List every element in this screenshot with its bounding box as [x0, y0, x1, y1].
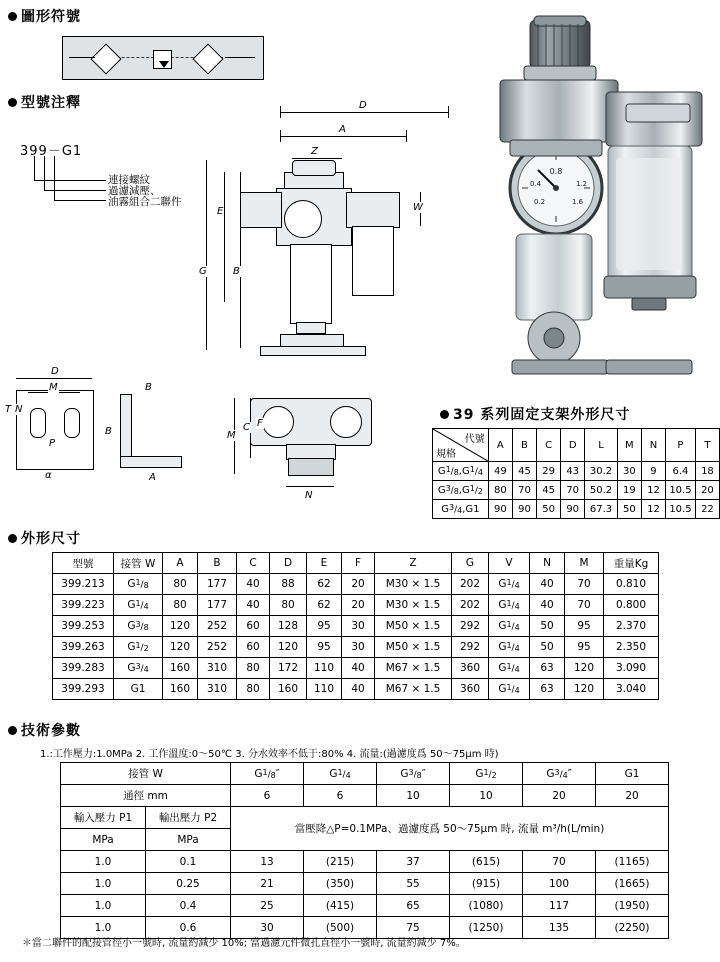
cell-p1: 1.0	[61, 917, 146, 939]
bracket-col-T: T	[695, 429, 719, 462]
cell: 202	[452, 595, 489, 616]
bracket-corner-bottom: 規格	[436, 449, 456, 460]
bracket-corner-cell	[433, 429, 489, 462]
cell: M50 × 1.5	[375, 637, 452, 658]
cell: 399.263	[53, 637, 114, 658]
adjust-knob	[292, 160, 336, 176]
cell: 110	[307, 679, 342, 700]
cell: (615)	[450, 851, 523, 873]
filter-body	[240, 192, 282, 228]
dim-label-G: G	[199, 266, 207, 277]
cell: (915)	[450, 873, 523, 895]
model-note-0: 連接螺紋	[108, 174, 150, 186]
base-plate	[260, 346, 366, 356]
cell-pipe: $G^3/_8$	[114, 616, 163, 637]
filter-symbol-icon	[90, 43, 121, 74]
cell: 6	[304, 785, 377, 807]
cell: 120	[163, 616, 198, 637]
pipe-G34: $G^3/_4''$	[523, 763, 596, 785]
cell: 40	[237, 595, 270, 616]
cell-v: $G^1/_4$	[489, 574, 530, 595]
leader-line	[44, 156, 45, 190]
cell: 70	[523, 851, 596, 873]
bracket-col-C: C	[537, 429, 561, 462]
table-row	[61, 785, 669, 807]
tech-parameter-table	[60, 762, 669, 939]
cell: 399.223	[53, 595, 114, 616]
cell: 2.370	[604, 616, 659, 637]
cell: 65	[377, 895, 450, 917]
cell: 399.283	[53, 658, 114, 679]
cell: 399.293	[53, 679, 114, 700]
cell: 0.810	[604, 574, 659, 595]
cell: 25	[231, 895, 304, 917]
cell-p1: 1.0	[61, 873, 146, 895]
cell: 177	[198, 595, 237, 616]
cell: 12	[641, 481, 665, 500]
cell-pipe: $G^1/_2$	[114, 637, 163, 658]
cell: 20	[695, 481, 719, 500]
cell: 110	[307, 658, 342, 679]
cell: 6.4	[666, 462, 696, 481]
cell: 120	[163, 637, 198, 658]
cell: 20	[342, 595, 375, 616]
cell: 67.3	[585, 500, 618, 519]
bullet-icon	[440, 410, 449, 419]
col-F: F	[342, 553, 375, 574]
col-weight: 重量Kg	[604, 553, 659, 574]
cell: 50	[537, 500, 561, 519]
bracket-col-D: D	[561, 429, 585, 462]
leader-line	[54, 156, 55, 200]
flow-condition-header: 當壓降△P=0.1MPa、過濾度爲 50～75μm 時, 流量 m³/h(L/min)	[231, 807, 669, 851]
dim-label-M: M	[227, 430, 236, 441]
cell: 117	[523, 895, 596, 917]
bracket-slot	[64, 408, 80, 438]
cell: 90	[512, 500, 536, 519]
assembly-drawing-front	[180, 96, 480, 396]
cell: 80	[270, 595, 307, 616]
unit-mpa-out: MPa	[146, 829, 231, 851]
table-row	[61, 851, 669, 873]
lubricator-body	[346, 192, 400, 228]
col-V: V	[489, 553, 530, 574]
table-header-row	[61, 763, 669, 785]
table-header-row	[433, 429, 720, 462]
cell: 30	[342, 637, 375, 658]
cell: 55	[377, 873, 450, 895]
cell: 60	[237, 637, 270, 658]
cell: 95	[565, 616, 604, 637]
drain-valve	[296, 322, 326, 334]
table-row	[433, 481, 720, 500]
cell-p2: 0.6	[146, 917, 231, 939]
cell: 0.800	[604, 595, 659, 616]
svg-text:1.6: 1.6	[572, 198, 584, 206]
cell: 88	[270, 574, 307, 595]
cell: (350)	[304, 873, 377, 895]
cell: 80	[237, 679, 270, 700]
cell: (500)	[304, 917, 377, 939]
section-title-tech: 技術參數	[21, 723, 81, 739]
row-header-bore: 通徑 mm	[61, 785, 231, 807]
cell: 128	[270, 616, 307, 637]
bullet-icon	[8, 98, 17, 107]
col-model: 型號	[53, 553, 114, 574]
bracket-col-N: N	[641, 429, 665, 462]
cell: 50	[617, 500, 641, 519]
cell: 6	[231, 785, 304, 807]
col-D: D	[270, 553, 307, 574]
section-heading-model	[8, 92, 81, 112]
cell: 80	[163, 574, 198, 595]
cell: 62	[307, 595, 342, 616]
bracket-col-A: A	[488, 429, 512, 462]
col-N: N	[530, 553, 565, 574]
cell: 50	[530, 616, 565, 637]
col-A: A	[163, 553, 198, 574]
cell: 80	[163, 595, 198, 616]
cell: 310	[198, 679, 237, 700]
cell: (215)	[304, 851, 377, 873]
product-photo-svg	[486, 8, 714, 393]
cell: 22	[695, 500, 719, 519]
dim-label-B: B	[233, 266, 240, 277]
dim-label-T: T	[5, 404, 12, 415]
cell-pipe: G1	[114, 679, 163, 700]
svg-text:0.8: 0.8	[549, 167, 563, 176]
cell: 80	[237, 658, 270, 679]
cell: M67 × 1.5	[375, 658, 452, 679]
bracket-corner-top: 代號	[464, 434, 485, 445]
cell: 360	[452, 658, 489, 679]
cell: 30	[231, 917, 304, 939]
dim-label-D: D	[359, 100, 367, 111]
dim-label-N: N	[15, 404, 23, 415]
model-note-1: 過濾減壓、	[108, 185, 161, 197]
cell: 120	[270, 637, 307, 658]
cell: 63	[530, 679, 565, 700]
dim-label-E: E	[217, 206, 224, 217]
bracket-dimension-table	[432, 428, 720, 519]
section-title-bracket: 39 系列固定支架外形尺寸	[453, 407, 631, 423]
outline-dimension-table	[52, 552, 659, 700]
cell: (1080)	[450, 895, 523, 917]
dim-label-N: N	[305, 490, 313, 501]
cell: 40	[530, 595, 565, 616]
cell: 10	[450, 785, 523, 807]
cell: 30	[617, 462, 641, 481]
cell: 360	[452, 679, 489, 700]
label-output-pressure: 輸出壓力 P2	[146, 807, 231, 829]
table-row	[53, 616, 659, 637]
cell: 160	[163, 658, 198, 679]
cell-p2: 0.4	[146, 895, 231, 917]
cell: 120	[565, 658, 604, 679]
bracket-spec: $G^3/_4,G1$	[433, 500, 489, 519]
footnote: ＊當二聯件的配接管徑小一號時, 流量約減少 10%; 當過濾元件微孔直徑小一號時, 流量約減少 7%。	[22, 938, 466, 949]
cell: 62	[307, 574, 342, 595]
cell-p2: 0.25	[146, 873, 231, 895]
cell: 37	[377, 851, 450, 873]
cell: 399.213	[53, 574, 114, 595]
col-B: B	[198, 553, 237, 574]
cell: 90	[561, 500, 585, 519]
bracket-spec: $G^1/_8,G^1/_4$	[433, 462, 489, 481]
cell: 202	[452, 574, 489, 595]
col-E: E	[307, 553, 342, 574]
dim-label-Z: Z	[311, 146, 318, 157]
cell: 172	[270, 658, 307, 679]
cell: 40	[342, 679, 375, 700]
cell-v: $G^1/_4$	[489, 679, 530, 700]
dim-label-C: B	[145, 382, 152, 393]
label-input-pressure: 輸入壓力 P1	[61, 807, 146, 829]
cell: 70	[565, 574, 604, 595]
row-header-pipe: 接管 W	[61, 763, 231, 785]
cell: 95	[307, 637, 342, 658]
cell: M30 × 1.5	[375, 574, 452, 595]
model-note-2: 油霧組合二聯件	[108, 196, 182, 208]
pipe-G1: G1	[596, 763, 669, 785]
cell: 70	[512, 481, 536, 500]
cell: (415)	[304, 895, 377, 917]
pipe-G38: $G^3/_8''$	[377, 763, 450, 785]
section-title-outline: 外形尺寸	[21, 531, 81, 547]
col-C: C	[237, 553, 270, 574]
bullet-icon	[8, 534, 17, 543]
cell: 40	[237, 574, 270, 595]
table-row	[61, 895, 669, 917]
cell: 310	[198, 658, 237, 679]
section-title-symbol: 圖形符號	[21, 9, 81, 25]
cell-p1: 1.0	[61, 895, 146, 917]
pipe-G14: $G^1/_4$	[304, 763, 377, 785]
cell: 90	[488, 500, 512, 519]
table-row	[53, 595, 659, 616]
cell: 19	[617, 481, 641, 500]
cell: 13	[231, 851, 304, 873]
dim-label-W: W	[413, 202, 423, 213]
dim-label-A: A	[339, 124, 346, 135]
cell: 20	[342, 574, 375, 595]
dim-label-D: D	[51, 366, 59, 377]
cell: 3.040	[604, 679, 659, 700]
cell: 60	[237, 616, 270, 637]
table-row	[53, 679, 659, 700]
symbol-diagram	[62, 36, 264, 80]
cell: M50 × 1.5	[375, 616, 452, 637]
col-Z: Z	[375, 553, 452, 574]
cell: 29	[537, 462, 561, 481]
cell: 12	[641, 500, 665, 519]
cell: 21	[231, 873, 304, 895]
cell: 160	[270, 679, 307, 700]
section-heading-symbol	[8, 6, 81, 26]
cell: 252	[198, 637, 237, 658]
bracket-plate-front	[16, 390, 94, 470]
cell: 75	[377, 917, 450, 939]
section-heading-bracket	[440, 404, 630, 424]
cell: (1950)	[596, 895, 669, 917]
cell: 10.5	[666, 500, 696, 519]
unit-mpa-in: MPa	[61, 829, 146, 851]
cell: 95	[307, 616, 342, 637]
cell: 20	[596, 785, 669, 807]
dim-label-F: F	[257, 418, 263, 429]
bracket-col-P: P	[666, 429, 696, 462]
cell: 95	[565, 637, 604, 658]
bracket-side-horizontal	[120, 456, 182, 468]
cell-v: $G^1/_4$	[489, 637, 530, 658]
bracket-col-M: M	[617, 429, 641, 462]
cell: 50	[530, 637, 565, 658]
cell: (1165)	[596, 851, 669, 873]
bullet-icon	[8, 726, 17, 735]
table-row	[53, 574, 659, 595]
cell: 43	[561, 462, 585, 481]
cell: 10	[377, 785, 450, 807]
cell: 40	[342, 658, 375, 679]
plan-port-left	[262, 406, 294, 438]
cell-pipe: $G^3/_4$	[114, 658, 163, 679]
cell: 292	[452, 637, 489, 658]
cell: 30	[342, 616, 375, 637]
bracket-col-B: B	[512, 429, 536, 462]
cell: 9	[641, 462, 665, 481]
leader-line	[34, 156, 35, 180]
svg-text:1.2: 1.2	[576, 180, 588, 188]
cell: 63	[530, 658, 565, 679]
section-title-model: 型號注釋	[21, 95, 81, 111]
table-row	[433, 500, 720, 519]
table-header-row	[53, 553, 659, 574]
plan-port-right	[330, 406, 362, 438]
cell: 18	[695, 462, 719, 481]
cell: 177	[198, 574, 237, 595]
cell-p1: 1.0	[61, 851, 146, 873]
section-heading-tech	[8, 720, 81, 740]
table-row	[53, 658, 659, 679]
cell: 399.253	[53, 616, 114, 637]
cell-v: $G^1/_4$	[489, 616, 530, 637]
bracket-col-L: L	[585, 429, 618, 462]
cell-pipe: $G^1/_8$	[114, 574, 163, 595]
cell: 30.2	[585, 462, 618, 481]
cell: (1665)	[596, 873, 669, 895]
lubricator-symbol-icon	[192, 43, 223, 74]
cell: 100	[523, 873, 596, 895]
svg-text:0.4: 0.4	[530, 180, 542, 188]
cell: 50.2	[585, 481, 618, 500]
dim-label-B: B	[105, 426, 112, 437]
table-row	[53, 637, 659, 658]
cell: 70	[561, 481, 585, 500]
cell: 80	[488, 481, 512, 500]
cell-v: $G^1/_4$	[489, 658, 530, 679]
cell: 10.5	[666, 481, 696, 500]
cell: 135	[523, 917, 596, 939]
cell: 3.090	[604, 658, 659, 679]
cell-pipe: $G^1/_4$	[114, 595, 163, 616]
bracket-slot	[30, 408, 46, 438]
arrow-icon	[159, 61, 169, 68]
bullet-icon	[8, 12, 17, 21]
cell: 45	[512, 462, 536, 481]
table-row	[61, 807, 669, 829]
dim-label-C: C	[243, 422, 250, 433]
table-row	[61, 873, 669, 895]
dim-label-P: P	[49, 438, 56, 449]
leader-line	[54, 200, 106, 201]
pipe-G18: $G^1/_8''$	[231, 763, 304, 785]
col-M: M	[565, 553, 604, 574]
pressure-gauge-front	[284, 200, 322, 238]
cell: 252	[198, 616, 237, 637]
col-G: G	[452, 553, 489, 574]
model-code-text: 399－G1	[20, 144, 83, 159]
symbol-outlet-line	[225, 57, 255, 58]
dim-label-A: A	[149, 472, 156, 483]
cell: 292	[452, 616, 489, 637]
col-pipe: 接管 W	[114, 553, 163, 574]
section-heading-outline	[8, 528, 81, 548]
cell-v: $G^1/_4$	[489, 595, 530, 616]
cell: 160	[163, 679, 198, 700]
cell-p2: 0.1	[146, 851, 231, 873]
product-photo	[486, 8, 714, 393]
bracket-spec: $G^3/_8,G^1/_2$	[433, 481, 489, 500]
symbol-inlet-line	[69, 57, 95, 58]
cell: 20	[523, 785, 596, 807]
cell: M67 × 1.5	[375, 679, 452, 700]
pipe-G12: $G^1/_2$	[450, 763, 523, 785]
dim-label-M: M	[49, 382, 58, 393]
filter-bowl	[290, 244, 332, 324]
cell: 40	[530, 574, 565, 595]
cell: 2.350	[604, 637, 659, 658]
cell: 49	[488, 462, 512, 481]
table-row	[433, 462, 720, 481]
cell: 45	[537, 481, 561, 500]
tech-note: 1.:工作壓力:1.0MPa 2. 工作溫度:0～50℃ 3. 分水效率不低于:80% 4. 流量:(過濾度爲 50～75μm 時)	[40, 749, 499, 760]
cell: 70	[565, 595, 604, 616]
svg-text:0.2: 0.2	[534, 198, 546, 206]
cell: 120	[565, 679, 604, 700]
lubricator-bowl	[352, 226, 394, 296]
plan-base	[288, 458, 334, 476]
cell: (1250)	[450, 917, 523, 939]
cell: (2250)	[596, 917, 669, 939]
dim-label-alpha: α	[45, 470, 52, 481]
cell: M30 × 1.5	[375, 595, 452, 616]
